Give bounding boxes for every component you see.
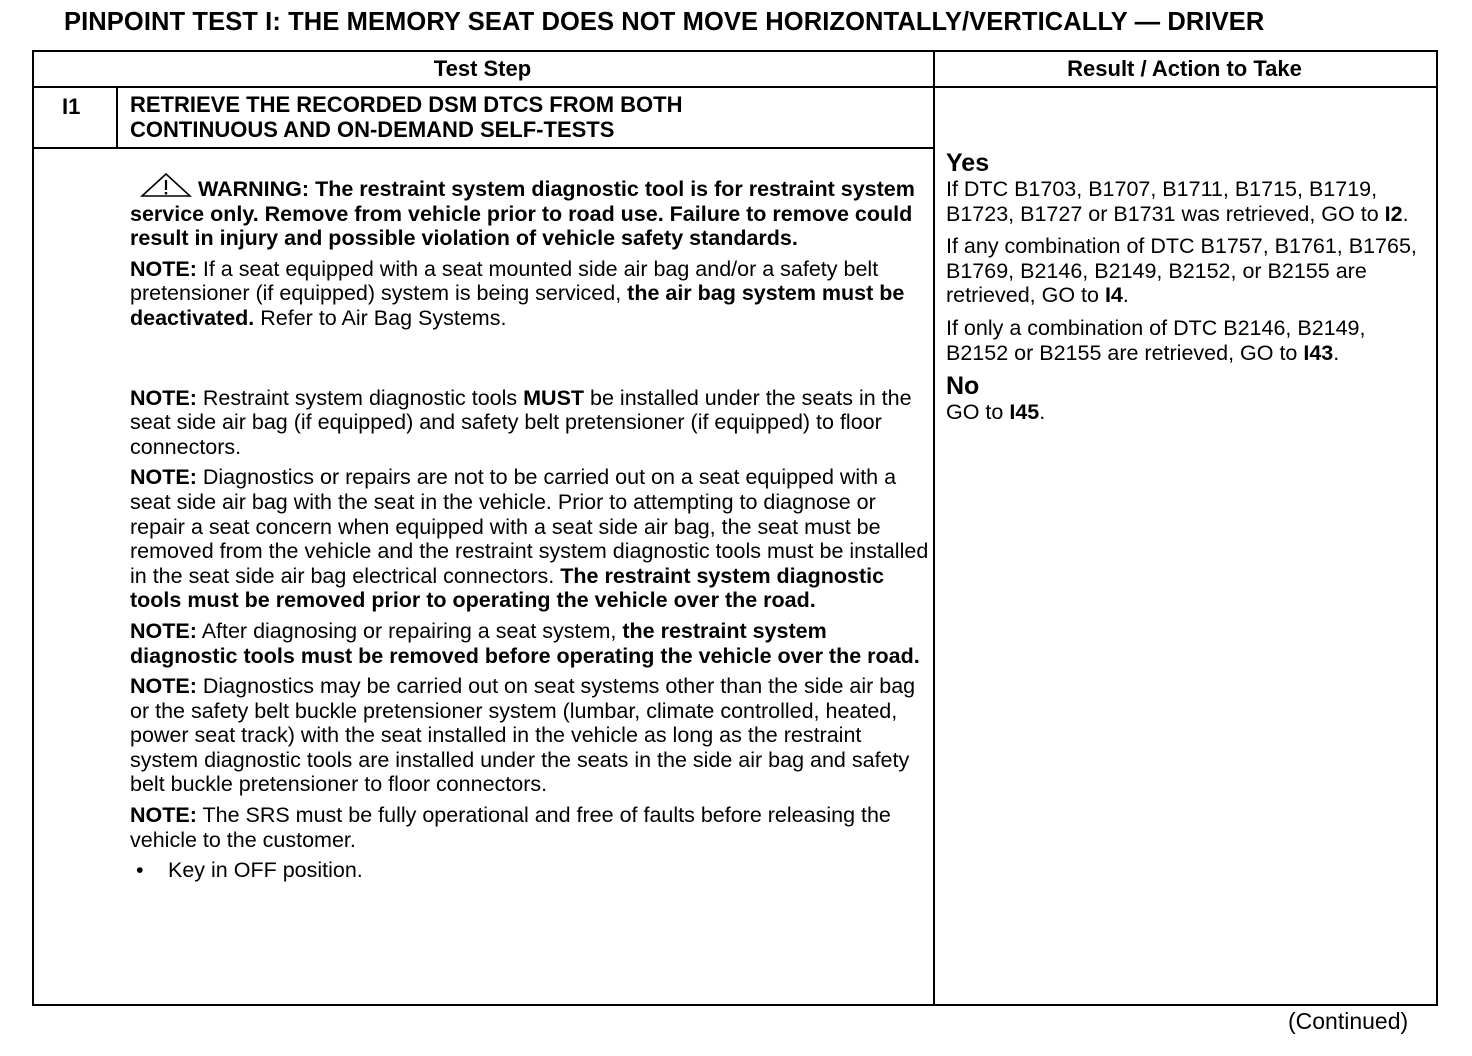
note-5-text: Diagnostics may be carried out on seat systems other than the side air bag or the safety belt buckle pretensioner system (lumbar, climate controlled, heated, power seat track) with the seat installed in the vehicle as long as the restraint system diagnostic tools are installed under the seats in the side air bag and safety belt buckle pretensioner to floor connectors. xyxy=(130,674,916,797)
header-divider xyxy=(32,86,1436,88)
period: . xyxy=(1122,283,1129,308)
note-2-text-b: be installed under the seats in the seat side air bag (if equipped) and safety belt pretensioner (if equipped) to floor connectors. xyxy=(130,385,912,459)
note-1-text: If a seat equipped with a seat mounted side air bag and/or a safety belt pretensioner (if equipped) system is being serviced, xyxy=(130,256,879,306)
note-deactivate-airbag xyxy=(130,257,930,331)
result-yes-2 xyxy=(946,234,1426,308)
goto-i45-link[interactable]: I45 xyxy=(1009,400,1040,425)
note-3-text: Diagnostics or repairs are not to be carried out on a seat equipped with a seat side air bag with the seat in the vehicle. Prior to attempting to diagnose or repair a seat concern when equipped with a seat side air bag, the seat must be removed from the vehicle and the restraint system diagnostic tools must be installed in the seat side air bag electrical connectors. xyxy=(130,465,929,588)
step-id: I1 xyxy=(62,94,81,119)
continued-label: (Continued) xyxy=(1288,1008,1409,1034)
goto-i43-link[interactable]: I43 xyxy=(1303,340,1334,365)
warning-block xyxy=(130,172,930,251)
column-divider xyxy=(933,50,935,1004)
note-2-must: MUST xyxy=(523,385,585,410)
note-seat-removal xyxy=(130,465,930,613)
warning-label: WARNING: xyxy=(198,177,310,201)
note-2-text-a: Restraint system diagnostic tools xyxy=(202,385,518,410)
note-label: NOTE: xyxy=(130,256,197,281)
step-action-bullet xyxy=(130,858,930,883)
bullet-text: Key in OFF position. xyxy=(168,858,363,883)
result-action-column xyxy=(946,150,1426,433)
note-after-repair xyxy=(130,619,930,668)
note-3-bold: The restraint system diagnostic tools must be removed prior to operating the vehicle over the road. xyxy=(130,563,885,613)
note-6-text: The SRS must be fully operational and free of faults before releasing the vehicle to the customer. xyxy=(130,803,891,852)
note-1-bold: the air bag system must be deactivated. xyxy=(130,281,905,330)
bullet-icon: • xyxy=(136,858,144,883)
warning-triangle-icon xyxy=(140,172,192,198)
note-label: NOTE: xyxy=(130,618,197,643)
step-title-divider xyxy=(32,147,935,149)
warning-text: The restraint system diagnostic tool is for restraint system service only. Remove from vehicle prior to road use. Failure to remove could result in injury and possible violation of vehicle safety standards. xyxy=(130,177,915,251)
header-test-step: Test Step xyxy=(433,56,532,81)
step-title xyxy=(130,92,910,142)
yes-label: Yes xyxy=(946,149,990,177)
goto-i2-link[interactable]: I2 xyxy=(1384,201,1403,226)
test-step-body xyxy=(130,172,930,883)
result-yes-1 xyxy=(946,177,1426,226)
result-yes-3 xyxy=(946,316,1426,365)
note-4-bold: the restraint system diagnostic tools must be removed before operating the vehicle over the road. xyxy=(130,618,920,668)
result-no-text: GO to xyxy=(946,400,1004,425)
no-label: No xyxy=(946,372,980,401)
note-1-tail: Refer to Air Bag Systems. xyxy=(260,305,507,330)
note-other-systems xyxy=(130,674,930,797)
step-title-line-2: CONTINUOUS AND ON-DEMAND SELF-TESTS xyxy=(130,117,615,142)
period: . xyxy=(1039,400,1046,425)
result-yes-2-text: If any combination of DTC B1757, B1761, B1765, B1769, B2146, B2149, B2152, or B2155 are retrieved, GO to xyxy=(946,234,1417,308)
period: . xyxy=(1333,340,1340,365)
note-install-tools xyxy=(130,386,930,460)
result-no xyxy=(946,400,1426,425)
goto-i4-link[interactable]: I4 xyxy=(1104,283,1123,308)
result-yes-1-text: If DTC B1703, B1707, B1711, B1715, B1719, B1723, B1727 or B1731 was retrieved, GO to xyxy=(946,177,1379,226)
period: . xyxy=(1402,201,1409,226)
note-label: NOTE: xyxy=(130,465,197,490)
note-label: NOTE: xyxy=(130,674,197,699)
step-title-line-1: RETRIEVE THE RECORDED DSM DTCS FROM BOTH xyxy=(130,92,683,117)
note-srs-operational xyxy=(130,803,930,852)
note-label: NOTE: xyxy=(130,385,197,410)
page-title: PINPOINT TEST I: THE MEMORY SEAT DOES NOT MOVE HORIZONTALLY/VERTICALLY — DRIVER xyxy=(64,8,1265,36)
result-yes-3-text: If only a combination of DTC B2146, B2149, B2152 or B2155 are retrieved, GO to xyxy=(946,315,1366,365)
step-id-divider xyxy=(116,86,118,148)
note-4-text: After diagnosing or repairing a seat system, xyxy=(201,618,617,643)
header-result-action: Result / Action to Take xyxy=(1067,56,1302,81)
note-label: NOTE: xyxy=(130,803,197,828)
